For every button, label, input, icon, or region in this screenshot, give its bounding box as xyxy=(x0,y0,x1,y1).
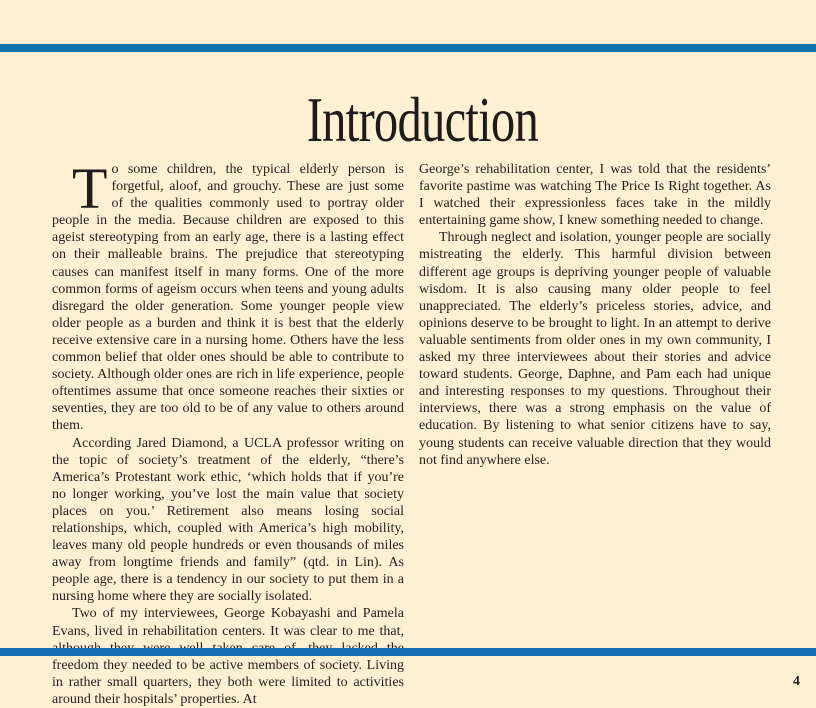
paragraph-diamond-quote: According Jared Diamond, a UCLA professor writing on the topic of society’s treatment of the elderly, “there’s America’s Protestant work ethic, ‘which holds that if you’re no longer working, you’ve lost the main value that society places on you.’ Retirement also means losing social relationships, which, coupled with America’s high mobility, leaves many old people hundreds or even thousands of miles away from longtime friends and family” (qtd. in Lin). As people age, there is a tendency in our society to put them in a nursing home where they are socially isolated. xyxy=(52,435,404,605)
paragraph-neglect: Through neglect and isolation, younger people are socially mistreating the elderly. This harmful division between different age groups is depriving younger people of valuable wisdom. It is also causing many older people to feel unappreciated. The elderly’s priceless stories, advice, and opinions deserve to be brought to light. In an attempt to derive valuable sentiments from older ones in my own community, I asked my three interviewees about their stories and advice toward students. George, Daphne, and Pam each had unique and interesting responses to my questions. Throughout their interviews, there was a strong emphasis on the value of education. By listening to what senior citizens have to say, young students can receive valuable direction that they would not find anywhere else. xyxy=(419,230,771,468)
bottom-blue-rule xyxy=(0,648,816,656)
right-column xyxy=(419,161,771,469)
paragraph-interviewees: Two of my interviewees, George Kobayashi and Pamela Evans, lived in rehabilitation centers. It was clear to me that, freedom they needed to be active members of society. Living in rather small quarters, they both were limited to activities around their hospitals’ properties. At xyxy=(52,606,404,707)
left-column xyxy=(52,156,404,708)
page-title: Introduction xyxy=(306,84,539,155)
page-number: 4 xyxy=(793,674,800,689)
top-blue-rule xyxy=(0,44,816,52)
paragraph-intro-text: o some children, the typical elderly person is forgetful, aloof, and grouchy. These are just some of the qualities commonly used to portray older people in the media. Because children are exposed to this ageist stereotyping from an early age, there is a lasting effect on their malleable brains. The prejudice that stereotyping causes can manifest itself in many forms. One of the more common forms of ageism occurs when teens and young adults disregard the older generation. Some younger people view older people as a burden and think it is best that the elderly receive extensive care in a nursing home. Others have the less common belief that older ones should be able to contribute to society. Although older ones are rich in life experience, people oftentimes assume that once someone reaches their sixties or seventies, they are too old to be of any value to others around them. xyxy=(52,162,404,434)
drop-cap: T xyxy=(72,156,108,221)
paragraph-continued: George’s rehabilitation center, I was told that the residents’ favorite pastime was watching The Price Is Right together. As I watched their expressionless faces take in the mildly entertaining game show, I knew something needed to change. xyxy=(419,162,771,229)
paragraph-intro xyxy=(52,156,404,435)
